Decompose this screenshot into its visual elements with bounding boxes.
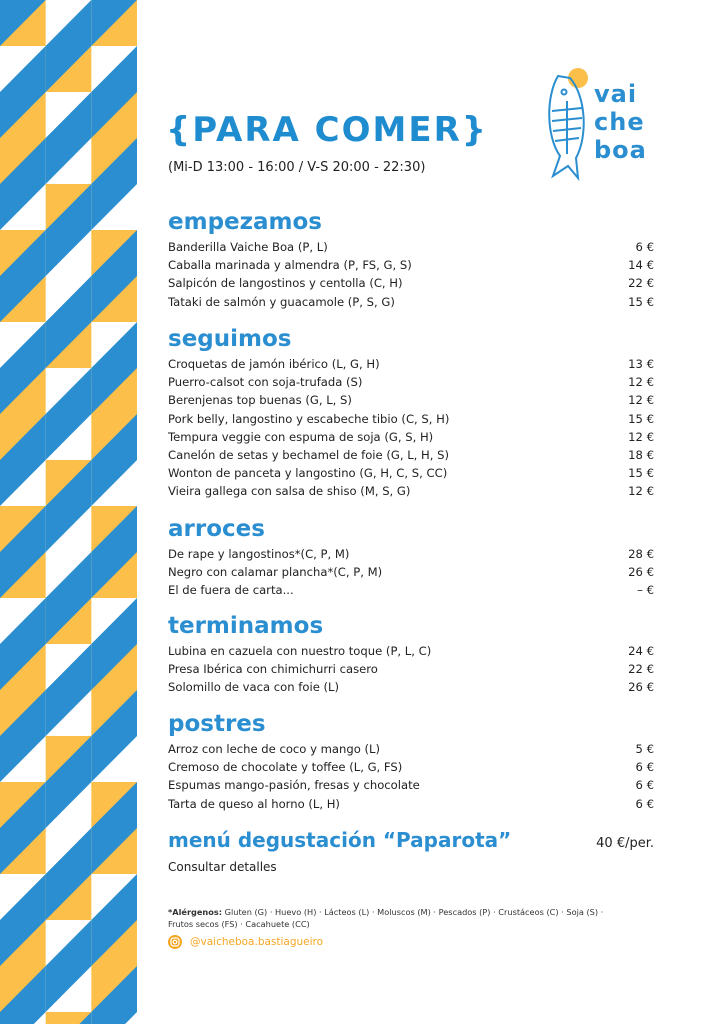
menu-item-name: Banderilla Vaiche Boa (P, L) [168,240,328,254]
menu-item [168,446,654,464]
menu-item-price: 26 € [628,565,654,580]
menu-item-name: Puerro-calsot con soja-trufada (S) [168,375,363,390]
menu-item-name: Negro con calamar plancha*(C, P, M) [168,565,383,580]
menu-item-price: 15 € [628,411,654,426]
menu-item [168,482,654,500]
menu-item-name: Wonton de panceta y langostino (G, H, C, S, CC) [168,466,448,481]
menu-item-name: Tataki de salmón y guacamole (P, S, G) [168,294,395,309]
menu-item-price: 18 € [628,448,654,463]
menu-item [168,758,654,776]
menu-item-name: Vieira gallega con salsa de shiso (M, S, G) [168,484,411,499]
menu-item-name: Espumas mango-pasión, fresas y chocolate [168,778,420,793]
menu-item [168,581,654,599]
menu-item-name: Pork belly, langostino y escabeche tibio (C, S, H) [168,411,450,426]
menu-item-price: 22 € [628,276,654,291]
section-title: seguimos [168,326,292,352]
menu-section-arroces [168,515,654,600]
logo-line-3: boa [594,136,647,164]
menu-item-name: Canelón de setas y bechamel de foie (G, L, H, S) [168,448,450,463]
menu-item-price: 28 € [628,547,654,561]
logo-line-2: che [594,108,645,136]
menu-item-price: 15 € [628,294,654,309]
logo-text [594,80,647,164]
instagram-handle[interactable]: @vaicheboa.bastiagueiro [190,936,324,948]
menu-item-price: 14 € [628,258,654,273]
menu-item [168,391,654,409]
menu-section-terminamos [168,612,654,697]
menu-item [168,642,654,660]
menu-item-price: 12 € [628,429,654,444]
menu-item-price: 13 € [628,357,654,371]
menu-item-name: Berenjenas top buenas (G, L, S) [168,393,352,408]
menu-item-name: Lubina en cazuela con nuestro toque (P, L, C) [168,644,432,658]
allergen-label: *Alérgenos: [168,907,223,917]
tasting-menu-note: Consultar detalles [168,860,277,874]
menu-item-price: 6 € [635,778,654,793]
menu-item [168,293,654,311]
page-title: {PARA COMER} [166,110,488,150]
menu-item-name: Cremoso de chocolate y toffee (L, G, FS) [168,760,403,775]
menu-item [168,563,654,581]
menu-item [168,464,654,482]
menu-item-name: Presa Ibérica con chimichurri casero [168,662,378,677]
allergen-text: Gluten (G) · Huevo (H) · Lácteos (L) · Moluscos (M) · Pescados (P) · Crustáceos (C) · Soja (S) · Frutos secos (FS) · Cacahuete (CC) [168,907,604,929]
menu-item [168,373,654,391]
section-title: postres [168,711,266,737]
menu-item [168,238,654,256]
menu-item [168,776,654,794]
menu-item-name: Tarta de queso al horno (L, H) [168,796,340,811]
logo-line-1: vai [594,80,638,108]
menu-item [168,660,654,678]
menu-section-seguimos [168,325,654,501]
menu-item-price: 24 € [628,644,654,658]
menu-item-name: Croquetas de jamón ibérico (L, G, H) [168,357,380,371]
menu-item [168,410,654,428]
menu-item-price: – € [637,583,654,598]
tasting-menu-price: 40 €/per. [596,836,654,851]
section-title: arroces [168,516,265,542]
menu-item [168,355,654,373]
menu-item-name: Solomillo de vaca con foie (L) [168,680,340,695]
opening-hours: (Mi-D 13:00 - 16:00 / V-S 20:00 - 22:30) [168,160,426,175]
menu-item-price: 22 € [628,662,654,677]
menu-item [168,428,654,446]
menu-item-name: Caballa marinada y almendra (P, FS, G, S) [168,258,412,273]
menu-item-price: 12 € [628,393,654,408]
menu-item [168,740,654,758]
menu-item-price: 5 € [635,742,654,756]
instagram-icon [168,935,182,949]
menu-item [168,678,654,696]
tasting-menu [168,828,654,874]
menu-item-price: 6 € [635,796,654,811]
section-title: terminamos [168,613,324,639]
menu-item-price: 6 € [635,760,654,775]
menu-item [168,545,654,563]
menu-item-price: 6 € [635,240,654,254]
menu-item [168,795,654,813]
menu-item-name: Tempura veggie con espuma de soja (G, S, H) [168,429,434,444]
menu-item-name: El de fuera de carta... [168,583,294,598]
menu-item [168,256,654,274]
menu-item-price: 26 € [628,680,654,695]
geometric-pattern [0,0,137,1024]
menu-item-price: 15 € [628,466,654,481]
menu-section-empezamos [168,208,654,311]
instagram-link[interactable] [168,935,323,949]
menu-item-name: Salpicón de langostinos y centolla (C, H) [168,276,403,291]
section-title: empezamos [168,209,322,235]
menu-item-price: 12 € [628,484,654,499]
menu-item-name: Arroz con leche de coco y mango (L) [168,742,380,756]
allergen-legend [168,906,628,930]
tasting-menu-title: menú degustación “Paparota” [168,828,512,852]
menu-section-postres [168,710,654,813]
menu-item [168,274,654,292]
menu-item-price: 12 € [628,375,654,390]
menu-item-name: De rape y langostinos*(C, P, M) [168,547,350,561]
